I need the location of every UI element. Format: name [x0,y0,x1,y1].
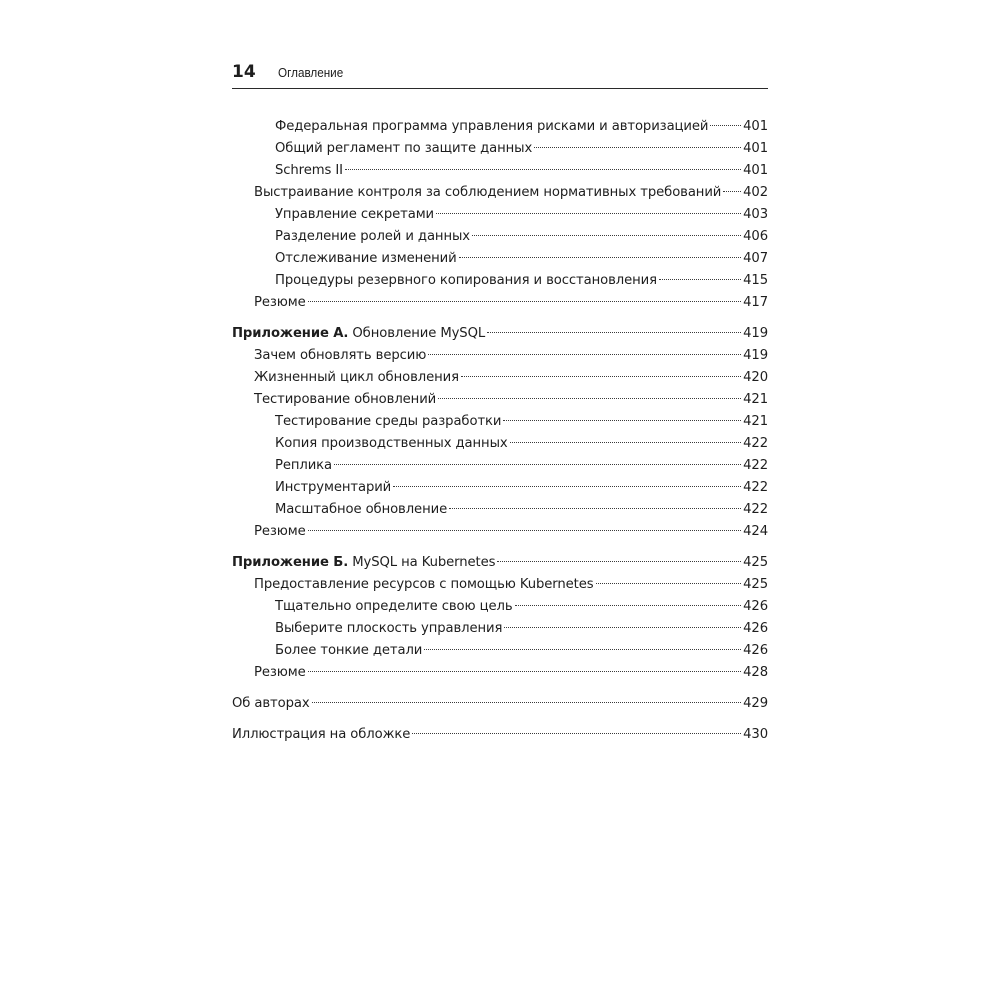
toc-entry-text: Инструментарий [275,480,392,495]
toc-entry-text: Иллюстрация на обложке [232,727,411,742]
toc-dot-leader [497,561,741,562]
toc-entry-page: 406 [743,229,768,244]
toc-entry-title [275,596,513,618]
toc-entry-text: MySQL на Kubernetes [352,555,496,570]
toc-dot-leader [436,213,741,214]
toc-entry [232,323,768,345]
toc-dot-leader [412,733,741,734]
toc-entry-title [275,204,434,226]
toc-dot-leader [504,627,741,628]
toc-entry-text: Schrems II [275,163,343,178]
toc-entry-text: Обновление MySQL [352,326,486,341]
toc-entry-text: Предоставление ресурсов с помощью Kubernetes [254,577,594,592]
toc-entry-text: Жизненный цикл обновления [254,370,459,385]
toc-entry-text: Резюме [254,665,306,680]
toc-dot-leader [438,398,741,399]
toc-entry-text: Об авторах [232,696,310,711]
toc-dot-leader [424,649,741,650]
toc-entry-page: 419 [743,348,768,363]
toc-entry-page: 403 [743,207,768,222]
toc-entry-title [232,552,495,574]
toc-dot-leader [515,605,742,606]
toc-entry-title [275,226,470,248]
toc-entry-text: Тщательно определите свою цель [275,599,513,614]
toc-dot-leader [534,147,741,148]
toc-entry-title [254,662,306,684]
toc-entry-title [254,574,594,596]
toc-entry-title [254,389,436,411]
toc-entry-text: Разделение ролей и данных [275,229,470,244]
toc-entry [254,389,768,411]
toc-entry-title [275,499,447,521]
toc-entry-title [275,248,457,270]
toc-entry-page: 426 [743,621,768,636]
toc-entry-page: 424 [743,524,768,539]
toc-dot-leader [312,702,742,703]
toc-entry-text: Общий регламент по защите данных [275,141,533,156]
toc-entry-text: Тестирование обновлений [254,392,437,407]
toc-entry [275,226,768,248]
toc-entry-title [254,345,426,367]
toc-entry-page: 422 [743,436,768,451]
toc-entry [254,574,768,596]
toc-entry-page: 420 [743,370,768,385]
toc-entry [275,160,768,182]
toc-entry-page: 415 [743,273,768,288]
toc-entry-title [254,521,306,543]
toc-entry-page: 401 [743,119,768,134]
toc-entry-text: Управление секретами [275,207,435,222]
toc-entry-text: Более тонкие детали [275,643,423,658]
toc-entry [275,248,768,270]
toc-entry-page: 425 [743,577,768,592]
toc-dot-leader [723,191,741,192]
toc-entry [254,182,768,204]
toc-entry-text: Выберите плоскость управления [275,621,503,636]
toc-entry [275,477,768,499]
toc-entry-title [275,116,708,138]
header-rule [232,88,768,89]
toc-entry [275,138,768,160]
toc-entry-page: 422 [743,480,768,495]
toc-entry [275,455,768,477]
toc-entry [275,640,768,662]
toc-entry-page: 428 [743,665,768,680]
toc-dot-leader [487,332,741,333]
toc-entry-page: 425 [743,555,768,570]
toc-dot-leader [503,420,741,421]
toc-entry [275,270,768,292]
toc-dot-leader [308,530,741,531]
toc-entry-page: 422 [743,458,768,473]
toc-entry [232,552,768,574]
toc-entry-title [275,138,532,160]
toc-entry-page: 421 [743,414,768,429]
toc-entry-text: Процедуры резервного копирования и восстановления [275,273,657,288]
toc-entry-page: 419 [743,326,768,341]
toc-entry-text: Резюме [254,295,306,310]
running-title: Оглавление [277,65,343,80]
toc-entry [275,596,768,618]
toc-entry-title [254,367,459,389]
toc-dot-leader [345,169,741,170]
toc-dot-leader [334,464,741,465]
toc-entry [232,693,768,715]
toc-dot-leader [428,354,741,355]
toc-entry-page: 401 [743,141,768,156]
toc-dot-leader [308,671,741,672]
toc-entry-title [275,618,502,640]
toc-entry [275,618,768,640]
toc-entry-text: Федеральная программа управления рисками и авторизацией [275,119,709,134]
toc-entry-label: Приложение А. [232,326,349,341]
toc-dot-leader [710,125,741,126]
toc-entry [275,116,768,138]
toc-entry-page: 426 [743,599,768,614]
toc-entry-page: 429 [743,696,768,711]
toc-entry-text: Выстраивание контроля за соблюдением нормативных требований [254,185,722,200]
toc-entry-page: 421 [743,392,768,407]
toc-entry-text: Масштабное обновление [275,502,448,517]
toc-dot-leader [393,486,741,487]
toc-entry-title [232,693,310,715]
toc-entry [254,521,768,543]
toc-entry [275,411,768,433]
toc-entry-title [232,724,410,746]
toc-entry-title [254,182,721,204]
toc-entry-page: 422 [743,502,768,517]
toc-entry-text: Резюме [254,524,306,539]
toc-dot-leader [596,583,742,584]
toc-entry [232,724,768,746]
toc-entry-label: Приложение Б. [232,555,349,570]
toc-dot-leader [510,442,742,443]
toc-entry [254,345,768,367]
toc-entry-title [254,292,306,314]
toc-dot-leader [308,301,741,302]
toc-entry-title [275,270,657,292]
toc-entry-title [275,477,391,499]
toc-entry-title [275,411,501,433]
page-number: 14 [232,62,256,82]
toc-entry-page: 401 [743,163,768,178]
toc-entry-page: 402 [743,185,768,200]
toc-dot-leader [472,235,741,236]
toc-entry-title [275,433,508,455]
toc-entry [254,367,768,389]
toc-entry [254,662,768,684]
toc-entry [275,433,768,455]
toc-entry [275,499,768,521]
toc-entry-text: Зачем обновлять версию [254,348,427,363]
toc-entry-text: Отслеживание изменений [275,251,457,266]
toc-dot-leader [461,376,741,377]
toc-dot-leader [449,508,741,509]
toc-entry-title [275,640,422,662]
page-header [232,62,768,86]
toc-entry-text: Реплика [275,458,333,473]
toc-entry-text: Копия производственных данных [275,436,508,451]
toc-entry-page: 430 [743,727,768,742]
toc-entry-page: 407 [743,251,768,266]
toc-entry [254,292,768,314]
toc-entry-title [275,160,343,182]
toc-dot-leader [659,279,741,280]
toc-dot-leader [459,257,742,258]
toc-entry [275,204,768,226]
toc-entry-page: 426 [743,643,768,658]
toc-entry-text: Тестирование среды разработки [275,414,502,429]
toc-entry-title [232,323,485,345]
toc-entry-title [275,455,332,477]
toc-entry-page: 417 [743,295,768,310]
